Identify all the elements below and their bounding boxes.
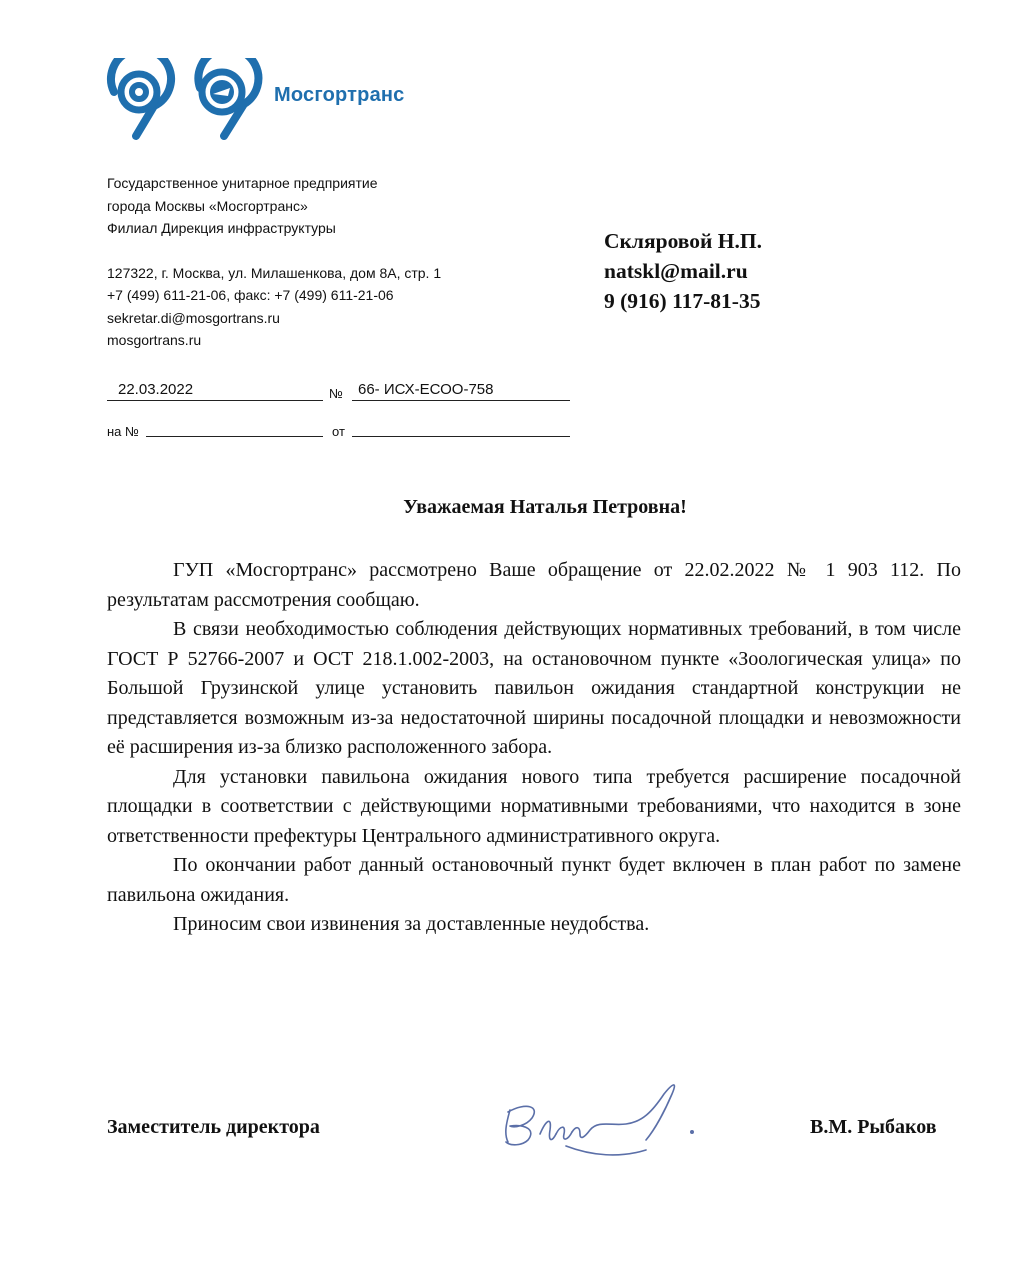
phone-line: +7 (499) 611-21-06, факс: +7 (499) 611-21-06 bbox=[107, 287, 394, 303]
body-paragraph: Для установки павильона ожидания нового типа требуется расширение посадочной площадки в соответствии с действующими нормативными требованиями, что находится в зоне ответственности префектуры Центрального административного округа. bbox=[107, 765, 961, 847]
org-line: Филиал Дирекция инфраструктуры bbox=[107, 220, 336, 236]
recipient-email: natskl@mail.ru bbox=[604, 259, 748, 283]
org-line: города Москвы «Мосгортранс» bbox=[107, 197, 308, 214]
outgoing-number: 66- ИСХ-ЕСОО-758 bbox=[358, 381, 494, 398]
signatory-name: В.М. Рыбаков bbox=[810, 1116, 937, 1138]
number-label: № bbox=[329, 386, 343, 401]
date-underline bbox=[107, 400, 323, 401]
number-underline bbox=[352, 400, 570, 401]
body-paragraph: Приносим свои извинения за доставленные неудобства. bbox=[173, 913, 650, 935]
ref-date-underline bbox=[352, 436, 570, 437]
greeting: Уважаемая Наталья Петровна! bbox=[403, 496, 687, 518]
org-line: Государственное унитарное предприятие bbox=[107, 175, 378, 191]
recipient-block bbox=[604, 226, 762, 316]
mosgortrans-logo-icon bbox=[104, 58, 264, 144]
ref-number-label: на № bbox=[107, 424, 139, 439]
ref-from-label: от bbox=[332, 424, 345, 439]
email-line: sekretar.di@mosgortrans.ru bbox=[107, 309, 280, 326]
body-paragraph: По окончании работ данный остановочный пункт будет включен в план работ по замене павильона ожидания. bbox=[107, 854, 961, 906]
ref-number-underline bbox=[146, 436, 323, 437]
sender-block bbox=[107, 172, 441, 352]
recipient-phone: 9 (916) 117-81-35 bbox=[604, 289, 761, 313]
outgoing-date: 22.03.2022 bbox=[118, 381, 194, 398]
body-paragraph: В связи необходимостью соблюдения действующих нормативных требований, в том числе ГОСТ Р 52766-2007 и ОСТ 218.1.002-2003, на остановочном пункте «Зоологическая улица» по Большой Грузинской улице установить павильон ожидания стандартной конструкции не представляется возможным из-за недостаточной ширины посадочной площадки и невозможности её расширения из-за близко расположенного забора. bbox=[107, 618, 961, 758]
body-paragraph: ГУП «Мосгортранс» рассмотрено Ваше обращение от 22.02.2022 № 1 903 112. По результатам рассмотрения сообщаю. bbox=[107, 559, 961, 611]
address-line: 127322, г. Москва, ул. Милашенкова, дом 8А, стр. 1 bbox=[107, 264, 442, 281]
website-line: mosgortrans.ru bbox=[107, 332, 202, 348]
letter-body bbox=[107, 556, 961, 940]
recipient-name: Скляровой Н.П. bbox=[604, 229, 762, 253]
brand-name: Мосгортранс bbox=[274, 84, 405, 106]
handwritten-signature-icon bbox=[496, 1072, 706, 1168]
signatory-title: Заместитель директора bbox=[107, 1116, 320, 1138]
